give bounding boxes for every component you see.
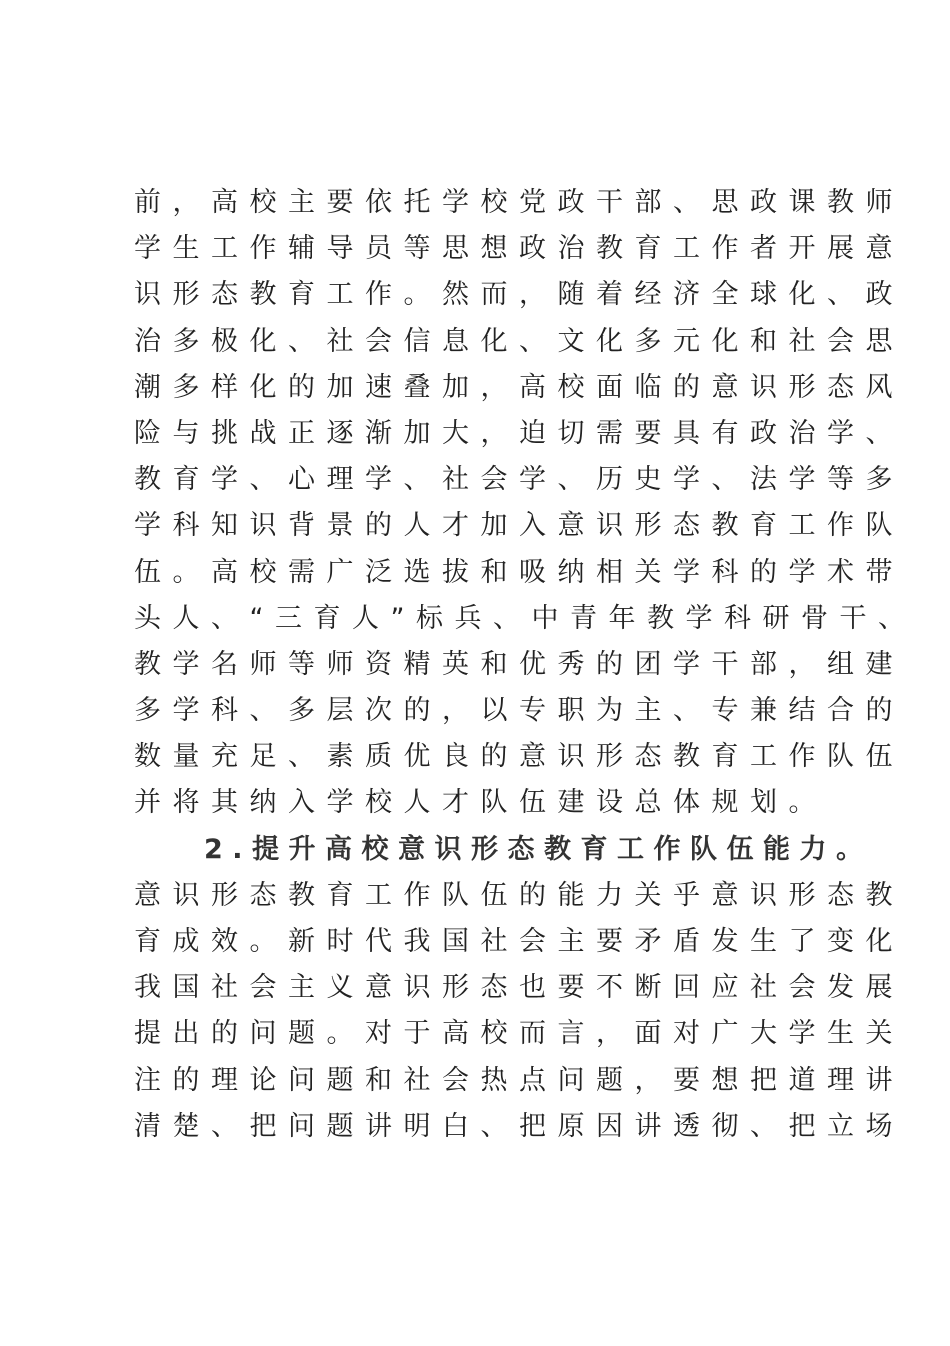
text-line: 前，高校主要依托学校党政干部、思政课教师 — [134, 187, 904, 218]
text-line: 伍。高校需广泛选拔和吸纳相关学科的学术带 — [134, 556, 904, 588]
text-line: 教学名师等师资精英和优秀的团学干部，组建 — [134, 648, 904, 680]
text-line: 提出的问题。对于高校而言，面对广大学生关 — [134, 1018, 904, 1050]
text-line: 治多极化、社会信息化、文化多元化和社会思 — [134, 325, 904, 357]
section-heading: 2.提升高校意识形态教育工作队伍能力。 — [204, 833, 873, 865]
text-line: 注的理论问题和社会热点问题，要想把道理讲 — [134, 1064, 904, 1096]
text-line: 潮多样化的加速叠加，高校面临的意识形态风 — [134, 371, 904, 403]
text-line: 教育学、心理学、社会学、历史学、法学等多 — [134, 464, 904, 496]
text-line: 意识形态教育工作队伍的能力关乎意识形态教 — [134, 879, 904, 911]
text-line: 学科知识背景的人才加入意识形态教育工作队 — [134, 510, 904, 542]
text-line: 并将其纳入学校人才队伍建设总体规划。 — [134, 787, 827, 819]
text-line: 我国社会主义意识形态也要不断回应社会发展 — [134, 972, 904, 1004]
text-line: 育成效。新时代我国社会主要矛盾发生了变化 — [134, 926, 904, 957]
text-line: 多学科、多层次的，以专职为主、专兼结合的 — [134, 695, 904, 727]
text-line: 识形态教育工作。然而，随着经济全球化、政 — [134, 279, 904, 311]
text-line: 数量充足、素质优良的意识形态教育工作队伍 — [134, 741, 904, 773]
text-line: 险与挑战正逐渐加大，迫切需要具有政治学、 — [134, 417, 904, 449]
text-line: 清楚、把问题讲明白、把原因讲透彻、把立场 — [134, 1110, 904, 1142]
document-body — [134, 180, 917, 1150]
text-line: 学生工作辅导员等思想政治教育工作者开展意 — [134, 233, 904, 265]
text-line: 头人、“三育人”标兵、中青年教学科研骨干、 — [134, 602, 917, 634]
